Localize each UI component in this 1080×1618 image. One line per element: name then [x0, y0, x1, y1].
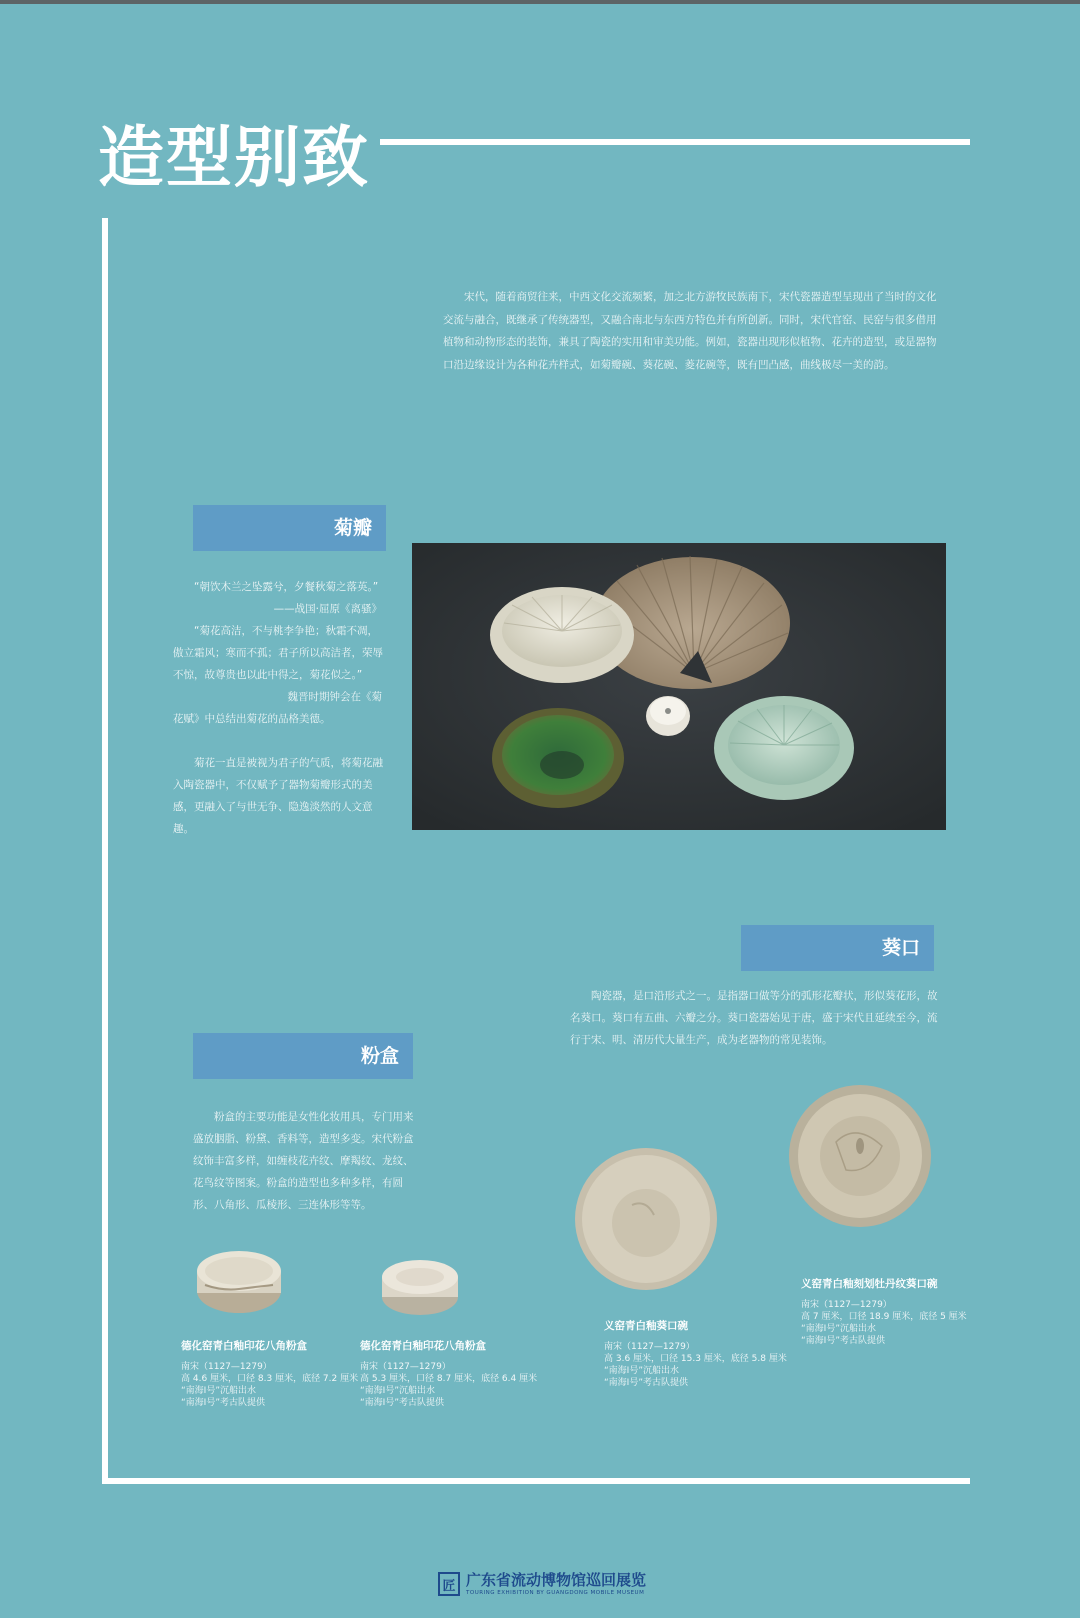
object-line: “南海Ⅰ号”沉船出水 [801, 1324, 876, 1334]
bottom-rule [102, 1478, 970, 1484]
object-line: 南宋（1127—1279） [360, 1362, 451, 1372]
museum-logo-icon: 匠 [438, 1572, 460, 1596]
object-name-3: 义窑青白釉葵口碗 [604, 1320, 688, 1332]
juban-paragraph: 菊花一直是被视为君子的气质，将菊花融入陶瓷器中，不仅赋予了器物菊瓣形式的美感，更融入了与世无争、隐逸淡然的人文意趣。 [173, 757, 383, 835]
object-line: “南海Ⅰ号”沉船出水 [360, 1386, 435, 1396]
object-line: “南海Ⅰ号”考古队提供 [181, 1398, 265, 1408]
kuikou-bowl-image [572, 1145, 720, 1293]
object-line: 高 4.6 厘米，口径 8.3 厘米，底径 7.2 厘米 [181, 1374, 359, 1384]
top-border [0, 0, 1080, 4]
object-line: 高 5.3 厘米，口径 8.7 厘米，底径 6.4 厘米 [360, 1374, 538, 1384]
object-line: “南海Ⅰ号”考古队提供 [801, 1336, 885, 1346]
footer-name-en: TOURING EXHIBITION BY GUANGDONG MOBILE MUSEUM [466, 1589, 645, 1596]
section-label-juban: 菊瓣 [193, 505, 386, 551]
title-rule [380, 139, 970, 145]
object-caption-1 [181, 1340, 358, 1409]
kuikou-paragraph: 陶瓷器，是口沿形式之一。是指器口做等分的弧形花瓣状，形似葵花形，故名葵口。葵口有五曲、六瓣之分。葵口瓷器始见于唐，盛于宋代且延续至今，流行于宋、明、清历代大量生产，成为老器物的常见装饰。 [570, 990, 938, 1046]
object-caption-2 [360, 1340, 537, 1409]
powder-box-image-1 [193, 1245, 285, 1317]
object-line: “南海Ⅰ号”考古队提供 [604, 1378, 688, 1388]
juban-quote1: “朝饮木兰之坠露兮，夕餐秋菊之落英。” [194, 581, 379, 593]
page-title: 造型别致 [98, 119, 370, 196]
object-name-2: 德化窑青白釉印花八角粉盒 [360, 1340, 486, 1352]
intro-paragraph: 宋代，随着商贸往来，中西文化交流频繁，加之北方游牧民族南下，宋代瓷器造型呈现出了当时的文化交流与融合，既继承了传统器型，又融合南北与东西方特色并有所创新。同时，宋代官窑、民窑与很多借用植物和动物形态的装饰，兼具了陶瓷的实用和审美功能。例如，瓷器出现形似植物、花卉的造型，或是器物口沿边缘设计为各种花卉样式，如菊瓣碗、葵花碗、菱花碗等，既有凹凸感，曲线极尽一美的韵。 [443, 291, 937, 371]
powder-box-image-2 [378, 1255, 462, 1317]
object-line: 高 3.6 厘米，口径 15.3 厘米，底径 5.8 厘米 [604, 1354, 787, 1364]
object-line: 高 7 厘米，口径 18.9 厘米，底径 5 厘米 [801, 1312, 967, 1322]
fenhe-paragraph: 粉盒的主要功能是女性化妆用具，专门用来盛放胭脂、粉黛、香料等，造型多变。宋代粉盒纹饰丰富多样，如缠枝花卉纹、摩羯纹、龙纹、花鸟纹等图案。粉盒的造型也多种多样，有圆形、八角形、瓜棱形、三连体形等等。 [193, 1111, 414, 1211]
peony-bowl-image [786, 1082, 934, 1230]
left-vertical-rule [102, 218, 108, 1480]
object-line: 南宋（1127—1279） [604, 1342, 695, 1352]
footer-name-cn: 广东省流动博物馆巡回展览 [466, 1570, 647, 1589]
juban-text [173, 576, 388, 840]
section-label-fenhe: 粉盒 [193, 1033, 413, 1079]
object-name-1: 德化窑青白釉印花八角粉盒 [181, 1340, 307, 1352]
juban-quote2-tail: 花赋》中总结出菊花的品格美德。 [173, 713, 331, 725]
ceramics-photo-illustration [412, 543, 946, 830]
object-line: “南海Ⅰ号”沉船出水 [604, 1366, 679, 1376]
object-caption-3 [604, 1320, 787, 1389]
object-line: 南宋（1127—1279） [801, 1300, 892, 1310]
juban-quote2: “菊花高洁，不与桃李争艳；秋霜不凋，傲立霜风；寒而不孤；君子所以高洁者，荣辱不惊，故尊贵也以此中得之，菊花似之。” [173, 625, 383, 681]
object-line: “南海Ⅰ号”考古队提供 [360, 1398, 444, 1408]
section-label-kuikou: 葵口 [741, 925, 934, 971]
object-caption-4 [801, 1278, 967, 1347]
ceramics-group-photo [412, 543, 946, 830]
object-name-4: 义窑青白釉刻划牡丹纹葵口碗 [801, 1278, 938, 1290]
footer-brand [438, 1570, 646, 1598]
juban-quote1-source: ——战国·屈原《离骚》 [273, 603, 382, 615]
juban-quote2-source: 魏晋时期钟会在《菊 [287, 691, 382, 703]
object-line: 南宋（1127—1279） [181, 1362, 272, 1372]
object-line: “南海Ⅰ号”沉船出水 [181, 1386, 256, 1396]
